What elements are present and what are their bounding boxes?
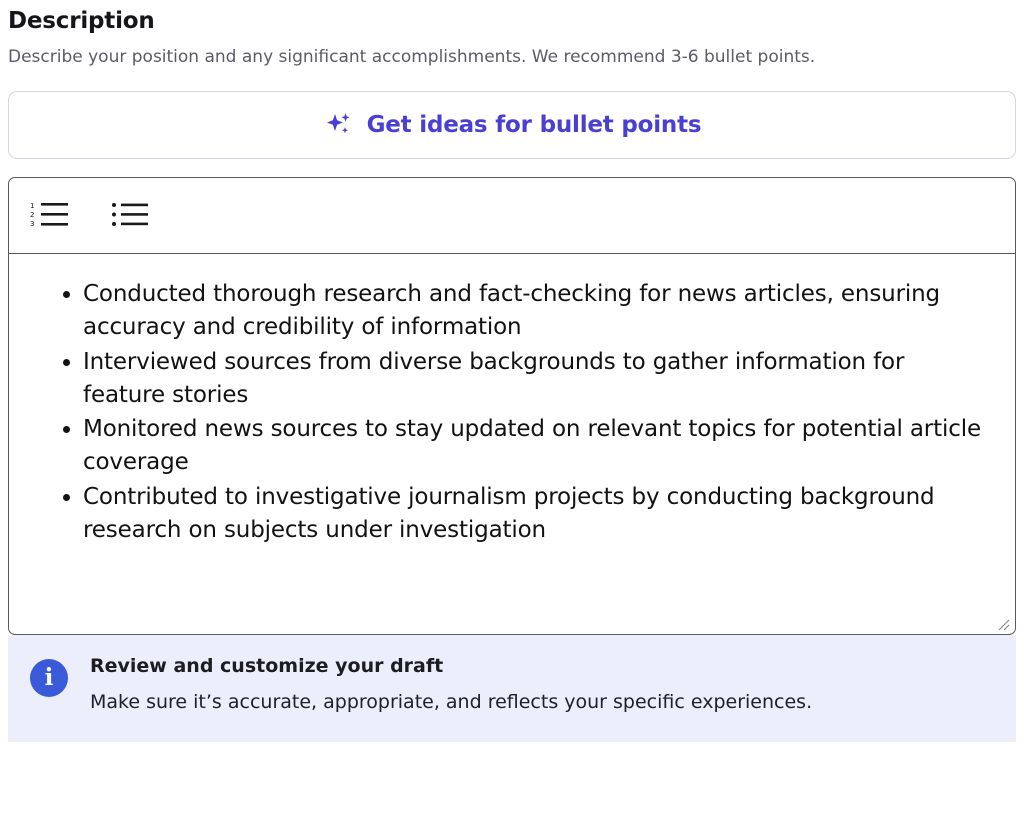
- get-ideas-button-label: Get ideas for bullet points: [366, 111, 702, 138]
- resize-handle[interactable]: [996, 616, 1010, 630]
- list-item[interactable]: • Interviewed sources from diverse backgrounds to gather information for feature stories: [83, 346, 989, 412]
- list-item[interactable]: • Monitored news sources to stay updated on relevant topics for potential article coverage: [83, 413, 989, 479]
- section-help-text: Describe your position and any significant accomplishments. We recommend 3-6 bullet points.: [8, 47, 816, 67]
- svg-text:1: 1: [30, 202, 35, 211]
- ordered-list-icon[interactable]: [27, 195, 73, 235]
- sparkle-icon: [323, 110, 353, 140]
- info-icon: i: [30, 659, 68, 697]
- description-textarea[interactable]: [9, 254, 1015, 634]
- list-item[interactable]: • Conducted thorough research and fact-checking for news articles, ensuring accuracy and credibility of information: [83, 278, 989, 344]
- get-ideas-button[interactable]: [8, 91, 1016, 159]
- description-editor: [8, 177, 1016, 635]
- list-item[interactable]: • Contributed to investigative journalism projects by conducting background research on subjects under investigation: [83, 481, 989, 547]
- unordered-list-icon[interactable]: [107, 195, 153, 235]
- notice-text-block: [90, 655, 994, 716]
- notice-body: Make sure it’s accurate, appropriate, and reflects your specific experiences.: [90, 690, 813, 713]
- svg-text:2: 2: [30, 211, 35, 220]
- bullet-list[interactable]: [35, 278, 989, 547]
- notice-title: Review and customize your draft: [90, 654, 444, 677]
- page-title: Description: [8, 8, 155, 34]
- description-section: [0, 8, 1024, 742]
- svg-text:3: 3: [30, 220, 35, 229]
- editor-toolbar: [9, 178, 1015, 254]
- review-draft-notice: [8, 635, 1016, 742]
